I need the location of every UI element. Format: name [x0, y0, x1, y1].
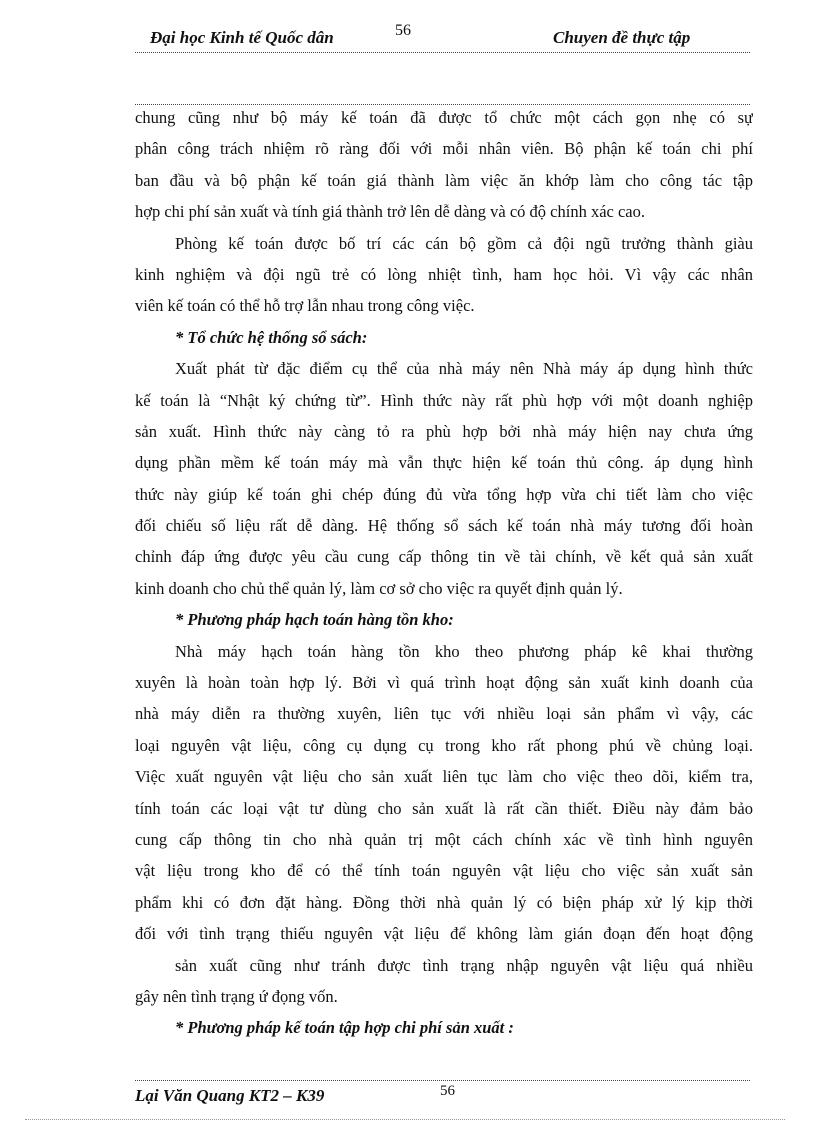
body-line: kinh doanh cho chủ thể quản lý, làm cơ sở cho việc ra quyết định quản lý.	[135, 578, 623, 598]
header-rule	[135, 52, 750, 53]
footer-author: Lại Văn Quang KT2 – K39	[135, 1086, 325, 1105]
section-heading: * Phương pháp kế toán tập hợp chi phí sản xuất :	[175, 1018, 514, 1038]
body-line: chung cũng như bộ máy kế toán đã được tổ chức một cách gọn nhẹ có sự	[135, 108, 753, 127]
body-line: phân công trách nhiệm rõ ràng đối với mỗi nhân viên. Bộ phận kế toán chi phí	[135, 139, 753, 159]
body-line: loại nguyên vật liệu, công cụ dụng cụ trong kho rất phong phú về chủng loại.	[135, 735, 753, 755]
body-line: hợp chi phí sản xuất và tính giá thành trở lên dễ dàng và có độ chính xác cao.	[135, 202, 646, 222]
header-university: Đại học Kinh tế Quốc dân	[150, 28, 334, 47]
header-document-type: Chuyen đề thực tập	[553, 28, 691, 47]
section-heading: * Tổ chức hệ thống sổ sách:	[175, 327, 368, 347]
body-line: Nhà máy hạch toán hàng tồn kho theo phương pháp kê khai thường	[175, 641, 753, 661]
body-line: ban đầu và bộ phận kế toán giá thành làm việc ăn khớp làm cho công tác tập	[135, 170, 753, 190]
body-line: gây nên tình trạng ứ đọng vốn.	[135, 986, 338, 1006]
body-line: sản xuất cũng như tránh được tình trạng nhập nguyên vật liệu quá nhiều	[175, 955, 753, 975]
body-text	[135, 102, 753, 1044]
header-page-number: 56	[395, 22, 411, 39]
body-line: Xuất phát từ đặc điểm cụ thể của nhà máy nên Nhà máy áp dụng hình thức	[175, 359, 753, 379]
body-line: kế toán là “Nhật ký chứng từ”. Hình thức này rất phù hợp với một doanh nghiệp	[135, 390, 753, 410]
body-line: nhà máy diễn ra thường xuyên, liên tục với nhiều loại sản phẩm vì vậy, các	[135, 704, 753, 724]
page-bottom-rule	[25, 1119, 785, 1120]
body-line: thức này giúp kế toán ghi chép đúng đủ vừa tổng hợp vừa chi tiết làm cho việc	[135, 484, 753, 504]
body-line: sản xuất. Hình thức này càng tỏ ra phù hợp bởi nhà máy hiện nay chưa ứng	[135, 421, 753, 441]
section-heading: * Phương pháp hạch toán hàng tồn kho:	[175, 610, 454, 630]
body-line: chỉnh đáp ứng được yêu cầu cung cấp thông tin về tài chính, về kết quả sản xuất	[135, 547, 753, 567]
body-line: tính toán các loại vật tư dùng cho sản xuất là rất cần thiết. Điều này đảm bảo	[135, 798, 753, 818]
body-line: phẩm khi có đơn đặt hàng. Đồng thời nhà quản lý có biện pháp xử lý kịp thời	[135, 892, 753, 912]
body-line: vật liệu trong kho để có thể tính toán nguyên vật liệu cho việc sản xuất sản	[135, 861, 753, 881]
body-line: viên kế toán có thể hỗ trợ lẫn nhau trong công việc.	[135, 296, 475, 316]
body-line: Phòng kế toán được bố trí các cán bộ gồm cả đội ngũ trưởng thành giàu	[175, 233, 753, 253]
body-line: đối với tình trạng thiếu nguyên vật liệu để không làm gián đoạn đến hoạt động	[135, 924, 753, 944]
footer-page-number: 56	[440, 1083, 455, 1099]
body-line: dụng phần mềm kế toán máy mà vẫn thực hiện kế toán thủ công. áp dụng hình	[135, 453, 753, 473]
body-line: kinh nghiệm và đội ngũ trẻ có lòng nhiệt tình, ham học hỏi. Vì vậy các nhân	[135, 264, 753, 284]
body-line: cung cấp thông tin cho nhà quản trị một cách chính xác về tình hình nguyên	[135, 829, 753, 849]
body-line: xuyên là hoàn toàn hợp lý. Bởi vì quá trình hoạt động sản xuất kinh doanh của	[135, 673, 753, 693]
body-line: đối chiếu số liệu rất dễ dàng. Hệ thống sổ sách kế toán nhà máy tương đối hoàn	[135, 516, 753, 536]
body-line: Việc xuất nguyên vật liệu cho sản xuất liên tục làm cho việc theo dõi, kiểm tra,	[135, 767, 753, 787]
footer-rule	[135, 1080, 750, 1081]
